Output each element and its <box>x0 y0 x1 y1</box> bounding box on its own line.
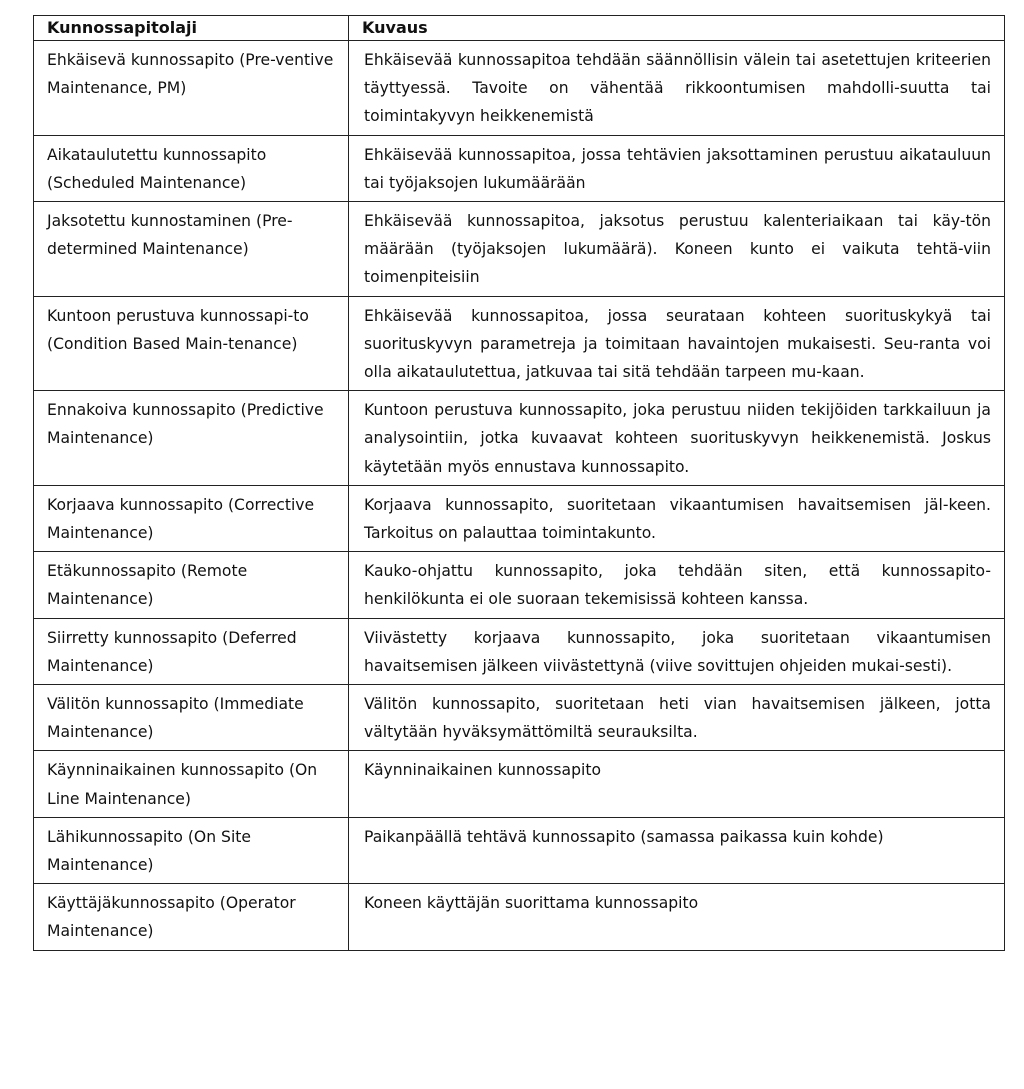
maintenance-type: Kuntoon perustuva kunnossapi-to (Condition Based Main-tenance) <box>34 296 349 391</box>
maintenance-description: Koneen käyttäjän suorittama kunnossapito <box>349 884 1005 950</box>
table-row <box>34 296 1005 391</box>
maintenance-description: Ehkäisevää kunnossapitoa, jaksotus perustuu kalenteriaikaan tai käy-tön määrään (työjaksojen lukumäärä). Koneen kunto ei vaikuta tehtä-viin toimenpiteisiin <box>349 202 1005 297</box>
maintenance-type: Aikataulutettu kunnossapito (Scheduled Maintenance) <box>34 135 349 201</box>
table-row <box>34 391 1005 486</box>
maintenance-type: Etäkunnossapito (Remote Maintenance) <box>34 552 349 618</box>
maintenance-description: Ehkäisevää kunnossapitoa tehdään säännöllisin välein tai asetettujen kriteerien täyttyessä. Tavoite on vähentää rikkoontumisen mahdolli-suutta tai toimintakyvyn heikkenemistä <box>349 41 1005 136</box>
table-row <box>34 552 1005 618</box>
maintenance-type: Ehkäisevä kunnossapito (Pre-ventive Maintenance, PM) <box>34 41 349 136</box>
table-row <box>34 685 1005 751</box>
table-row <box>34 817 1005 883</box>
maintenance-description: Käynninaikainen kunnossapito <box>349 751 1005 817</box>
maintenance-type: Siirretty kunnossapito (Deferred Maintenance) <box>34 618 349 684</box>
maintenance-description: Ehkäisevää kunnossapitoa, jossa tehtävien jaksottaminen perustuu aikatauluun tai työjaksojen lukumäärään <box>349 135 1005 201</box>
maintenance-description: Korjaava kunnossapito, suoritetaan vikaantumisen havaitsemisen jäl-keen. Tarkoitus on palauttaa toimintakunto. <box>349 485 1005 551</box>
maintenance-type: Ennakoiva kunnossapito (Predictive Maintenance) <box>34 391 349 486</box>
maintenance-description: Paikanpäällä tehtävä kunnossapito (samassa paikassa kuin kohde) <box>349 817 1005 883</box>
maintenance-types-table <box>33 15 1005 951</box>
maintenance-type: Lähikunnossapito (On Site Maintenance) <box>34 817 349 883</box>
maintenance-type: Välitön kunnossapito (Immediate Maintenance) <box>34 685 349 751</box>
maintenance-type: Jaksotettu kunnostaminen (Pre-determined Maintenance) <box>34 202 349 297</box>
table-row <box>34 135 1005 201</box>
maintenance-type: Käynninaikainen kunnossapito (On Line Maintenance) <box>34 751 349 817</box>
maintenance-description: Viivästetty korjaava kunnossapito, joka suoritetaan vikaantumisen havaitsemisen jälkeen viivästettynä (viive sovittujen ohjeiden mukai-sesti). <box>349 618 1005 684</box>
table-row <box>34 202 1005 297</box>
header-type: Kunnossapitolaji <box>34 16 349 41</box>
table-row <box>34 485 1005 551</box>
table-header-row <box>34 16 1005 41</box>
maintenance-description: Välitön kunnossapito, suoritetaan heti vian havaitsemisen jälkeen, jotta vältytään hyväksymättömiltä seurauksilta. <box>349 685 1005 751</box>
maintenance-description: Kauko-ohjattu kunnossapito, joka tehdään siten, että kunnossapito-henkilökunta ei ole suoraan tekemisissä kohteen kanssa. <box>349 552 1005 618</box>
table-row <box>34 884 1005 950</box>
table-row <box>34 751 1005 817</box>
maintenance-description: Ehkäisevää kunnossapitoa, jossa seurataan kohteen suorituskykyä tai suorituskyvyn parametreja ja toimitaan havaintojen mukaisesti. Seu-ranta voi olla aikataulutettua, jatkuvaa tai sitä tehdään tarpeen mu-kaan. <box>349 296 1005 391</box>
table-row <box>34 618 1005 684</box>
maintenance-type: Korjaava kunnossapito (Corrective Maintenance) <box>34 485 349 551</box>
maintenance-description: Kuntoon perustuva kunnossapito, joka perustuu niiden tekijöiden tarkkailuun ja analysointiin, jotka kuvaavat kohteen suorituskyvyn heikkenemistä. Joskus käytetään myös ennustava kunnossapito. <box>349 391 1005 486</box>
maintenance-type: Käyttäjäkunnossapito (Operator Maintenance) <box>34 884 349 950</box>
header-description: Kuvaus <box>349 16 1005 41</box>
table-row <box>34 41 1005 136</box>
